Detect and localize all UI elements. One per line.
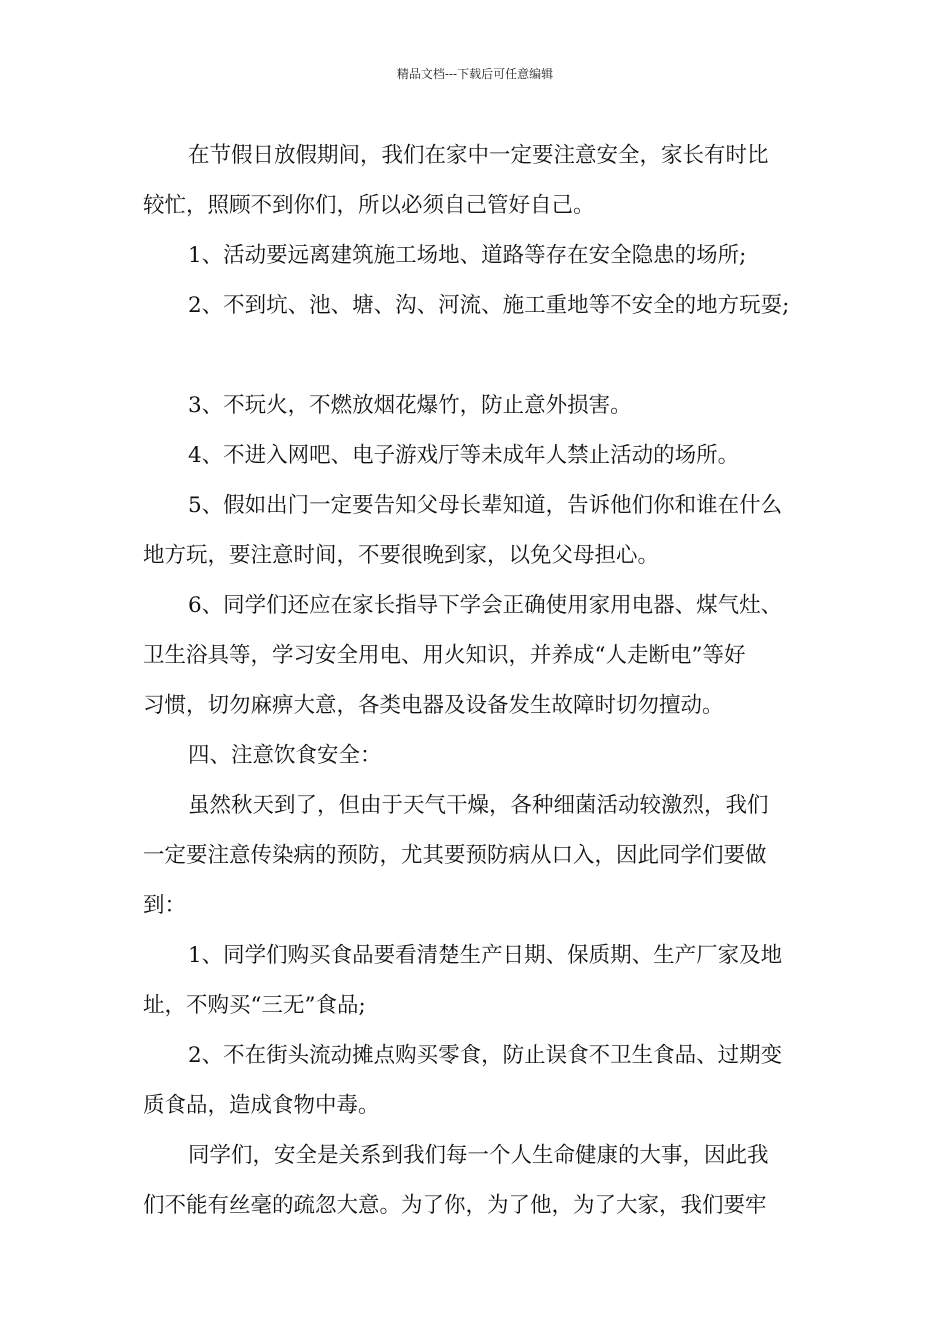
text-line: 1、同学们购买食品要看清楚生产日期、保质期、生产厂家及地 (188, 943, 783, 968)
text-line: 虽然秋天到了，但由于天气干燥，各种细菌活动较激烈，我们 (188, 793, 769, 818)
text-line: 2、不在街头流动摊点购买零食，防止误食不卫生食品、过期变 (188, 1043, 783, 1068)
text-line: 址，不购买“三无”食品; (143, 993, 366, 1018)
section-heading: 四、注意饮食安全： (188, 743, 382, 768)
text-line: 2、不到坑、池、塘、沟、河流、施工重地等不安全的地方玩耍; (188, 293, 790, 318)
text-line: 同学们，安全是关系到我们每一个人生命健康的大事，因此我 (188, 1143, 769, 1168)
text-line: 4、不进入网吧、电子游戏厅等未成年人禁止活动的场所。 (188, 443, 740, 468)
document-body (143, 132, 809, 1232)
paragraph-gap (143, 332, 809, 382)
text-line: 习惯，切勿麻痹大意，各类电器及设备发生故障时切勿擅动。 (143, 693, 724, 718)
text-line: 地方玩，要注意时间，不要很晚到家，以免父母担心。 (143, 543, 660, 568)
text-line: 卫生浴具等，学习安全用电、用火知识，并养成“人走断电”等好 (143, 643, 746, 668)
text-line: 在节假日放假期间，我们在家中一定要注意安全，家长有时比 (188, 143, 769, 168)
text-line: 质食品，造成食物中毒。 (143, 1093, 380, 1118)
text-line: 3、不玩火，不燃放烟花爆竹，防止意外损害。 (188, 393, 632, 418)
text-line: 6、同学们还应在家长指导下学会正确使用家用电器、煤气灶、 (188, 593, 783, 618)
text-line: 5、假如出门一定要告知父母长辈知道，告诉他们你和谁在什么 (188, 493, 783, 518)
page-header: 精品文档---下载后可任意编辑 (396, 67, 554, 81)
text-line: 一定要注意传染病的预防，尤其要预防病从口入，因此同学们要做 (143, 843, 767, 868)
text-line: 们不能有丝毫的疏忽大意。为了你，为了他，为了大家，我们要牢 (143, 1193, 767, 1218)
text-line: 到： (143, 893, 187, 918)
text-line: 1、活动要远离建筑施工场地、道路等存在安全隐患的场所; (188, 243, 747, 268)
text-line: 较忙，照顾不到你们，所以必须自己管好自己。 (143, 193, 595, 218)
